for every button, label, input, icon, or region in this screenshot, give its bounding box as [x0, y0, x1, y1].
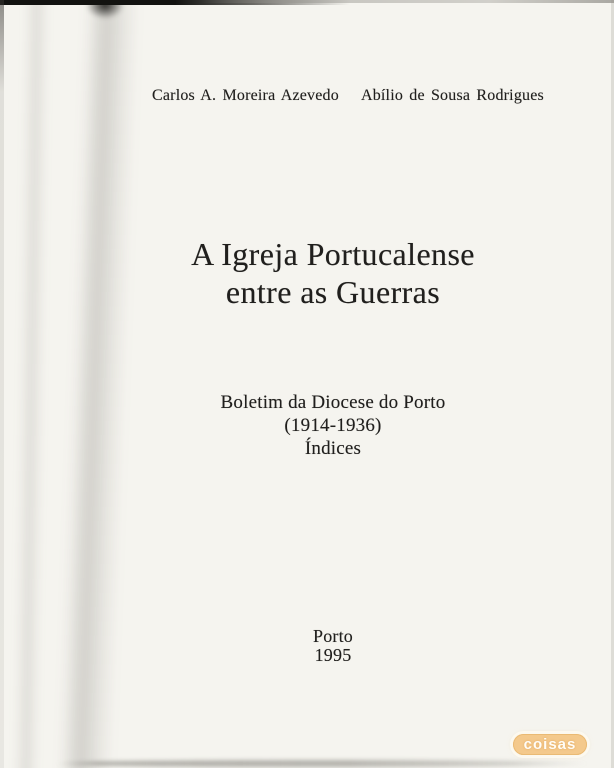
book-subtitle-line2: (1914-1936) [284, 415, 382, 436]
watermark-label: coisas [523, 736, 577, 753]
book-title-line1: A Igreja Portucalense [191, 236, 475, 272]
imprint-year: 1995 [314, 644, 352, 665]
book-subtitle-line3: Índices [304, 438, 362, 459]
author-name-right: Abílio de Sousa Rodrigues [360, 87, 544, 104]
watermark-badge [513, 734, 587, 755]
imprint-place: Porto [312, 626, 353, 646]
book-title-line2: entre as Guerras [225, 274, 441, 310]
book-title [52, 235, 614, 311]
scanner-left-edge [0, 0, 4, 768]
scanner-top-edge-light [200, 0, 614, 3]
page-bottom-shadow [55, 760, 590, 767]
book-subtitle [52, 391, 614, 460]
book-subtitle-line1: Boletim da Diocese do Porto [220, 392, 446, 413]
author-name-left: Carlos A. Moreira Azevedo [152, 87, 339, 104]
book-gutter-shadow-secondary [13, 0, 50, 768]
author-line [152, 87, 544, 105]
imprint [52, 627, 614, 664]
